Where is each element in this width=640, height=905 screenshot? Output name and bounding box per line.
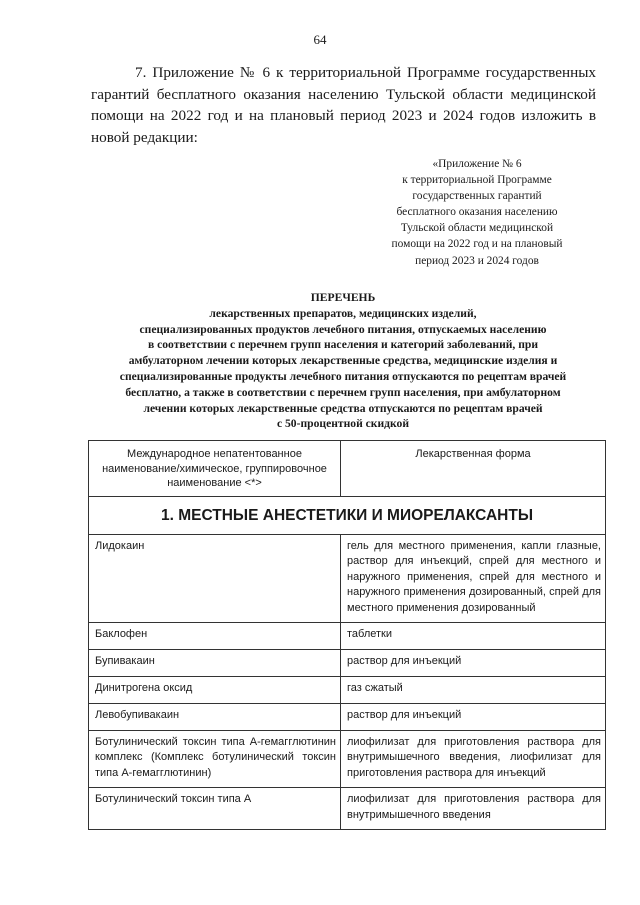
drug-form-cell: раствор для инъекций (341, 650, 606, 677)
table-row (89, 535, 606, 623)
list-title (87, 290, 599, 432)
list-title-line: лечении которых лекарственные средства отпускаются по рецептам врачей (143, 401, 543, 415)
list-title-line: амбулаторном лечении которых лекарственные средства, медицинские изделия и (128, 354, 558, 368)
list-title-line: с 50-процентной скидкой (276, 417, 410, 431)
drug-name-cell: Бупивакаин (89, 650, 341, 677)
drug-name-cell: Динитрогена оксид (89, 677, 341, 704)
list-title-line: специализированных продуктов лечебного питания, отпускаемых населению (139, 322, 547, 336)
appendix-header-line: Тульской области медицинской (400, 222, 554, 235)
intro-paragraph: 7. Приложение № 6 к территориальной Программе государственных гарантий бесплатного оказания населению Тульской области медицинской помощи на 2022 год и на плановый период 2023 и 2024 годов изложить в новой редакции: (91, 64, 596, 146)
drug-name-cell: Ботулинический токсин типа А (89, 788, 341, 830)
list-title-line: в соответствии с перечнем групп населения и категорий заболеваний, при (147, 338, 539, 352)
column-header-name: Международное непатентованное наименование/химическое, группировочное наименование <*> (89, 441, 341, 497)
appendix-header-line: к территориальной Программе (402, 174, 552, 187)
drug-name-cell: Ботулинический токсин типа А-гемагглютинин комплекс (Комплекс ботулинический токсин типа А-гемагглютинин) (89, 731, 341, 788)
table-header-row (89, 441, 606, 497)
section-title: 1. МЕСТНЫЕ АНЕСТЕТИКИ И МИОРЕЛАКСАНТЫ (89, 497, 606, 535)
drug-form-cell: лиофилизат для приготовления раствора для внутримышечного введения, лиофилизат для приготовления раствора для инъекций (341, 731, 606, 788)
table-row (89, 650, 606, 677)
drug-form-cell: раствор для инъекций (341, 704, 606, 731)
medication-table (88, 440, 606, 830)
column-header-form: Лекарственная форма (341, 441, 606, 497)
drug-form-cell: лиофилизат для приготовления раствора для внутримышечного введения (341, 788, 606, 830)
drug-form-cell: таблетки (341, 623, 606, 650)
drug-form-cell: газ сжатый (341, 677, 606, 704)
list-title-line: специализированные продукты лечебного питания отпускаются по рецептам врачей (119, 369, 567, 383)
table-row (89, 704, 606, 731)
appendix-header-line: период 2023 и 2024 годов (415, 254, 539, 267)
drug-name-cell: Лидокаин (89, 535, 341, 623)
table-row (89, 788, 606, 830)
list-title-line: бесплатно, а также в соответствии с перечнем групп населения, при амбулаторном (125, 385, 561, 399)
table-row (89, 731, 606, 788)
drug-name-cell: Баклофен (89, 623, 341, 650)
appendix-header-line: бесплатного оказания населению (396, 206, 558, 219)
table-row (89, 677, 606, 704)
appendix-header-line: «Приложение № 6 (432, 158, 522, 170)
page-number: 64 (313, 32, 327, 47)
appendix-header-line: государственных гарантий (412, 190, 542, 203)
section-row (89, 497, 606, 535)
appendix-header-line: помощи на 2022 год и на плановый (391, 238, 563, 251)
drug-name-cell: Левобупивакаин (89, 704, 341, 731)
drug-form-cell: гель для местного применения, капли глазные, раствор для инъекций, спрей для местного и наружного применения, спрей для местного и наружного применения дозированный, спрей для местного применения дозированный (341, 535, 606, 623)
appendix-header (368, 156, 586, 269)
table-row (89, 623, 606, 650)
list-title-line: лекарственных препаратов, медицинских изделий, (209, 306, 477, 320)
list-title-heading: ПЕРЕЧЕНЬ (310, 291, 376, 304)
